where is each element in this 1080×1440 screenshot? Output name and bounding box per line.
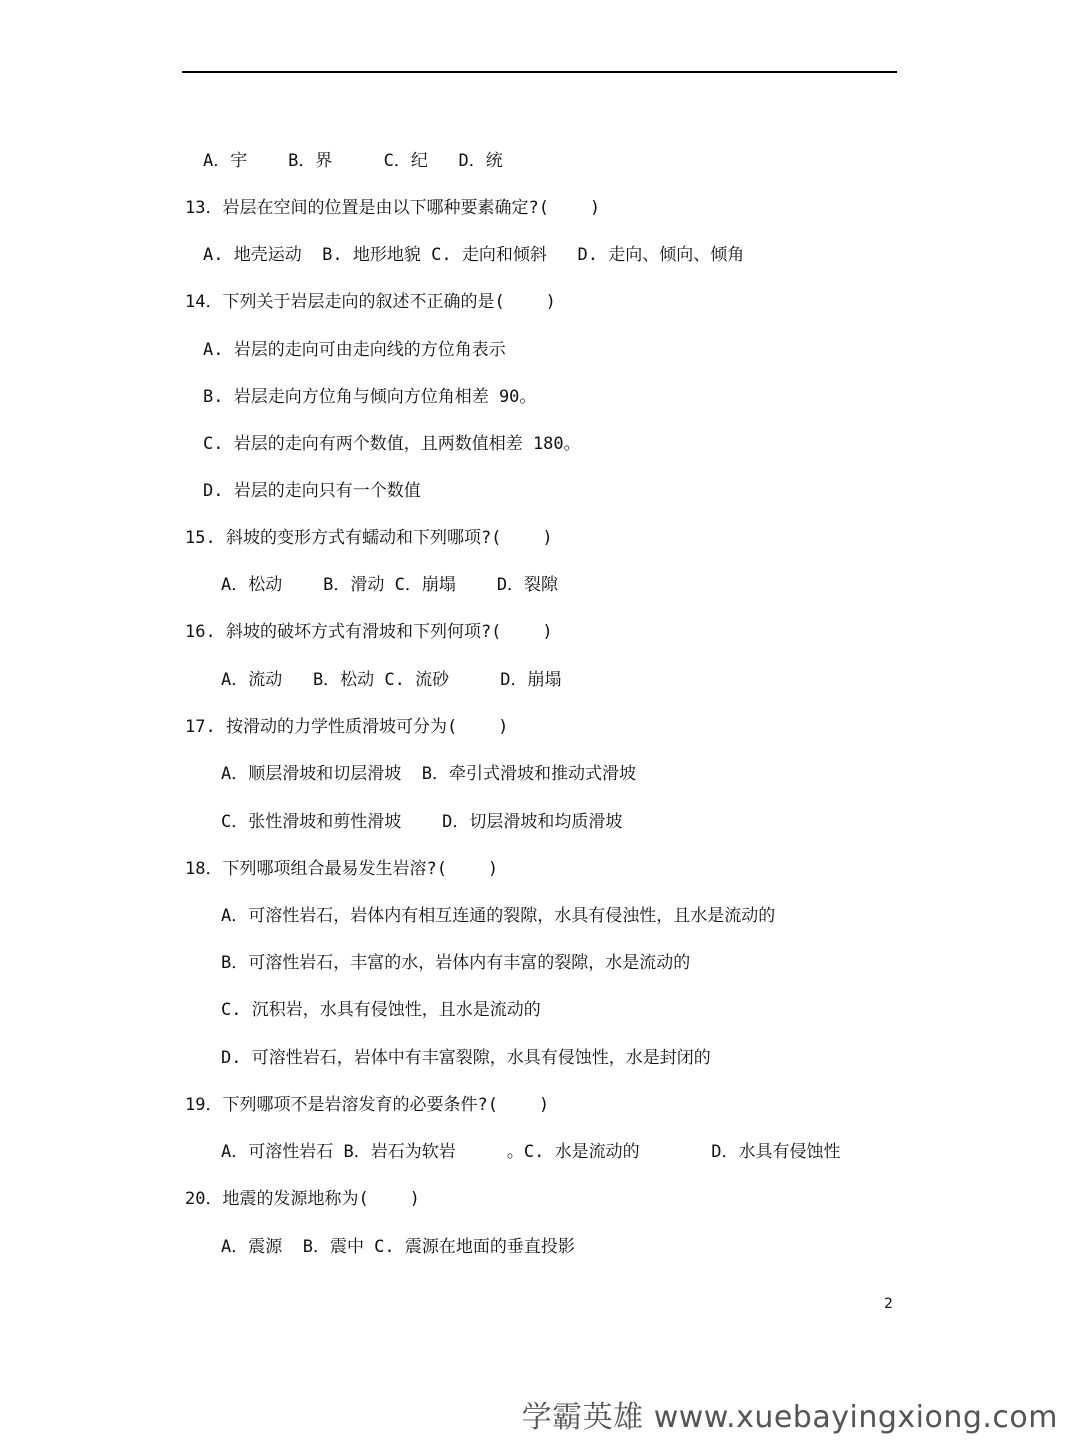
q15-options: A．松动 B．滑动 C．崩塌 D．裂隙 [221,575,559,595]
q19-options: A．可溶性岩石 B．岩石为软岩 。C. 水是流动的 D．水具有侵蚀性 [221,1142,841,1162]
q18-option-d: D. 可溶性岩石，岩体中有丰富裂隙，水具有侵蚀性，水是封闭的 [221,1048,711,1068]
q14-option-b: B. 岩层走向方位角与倾向方位角相差 90。 [203,387,537,407]
q17-question: 17. 按滑动的力学性质滑坡可分为( ) [185,717,509,737]
q17-options-ab: A．顺层滑坡和切层滑坡 B．牵引式滑坡和推动式滑坡 [221,764,636,784]
header-rule [182,71,897,73]
page-number: 2 [884,1296,893,1312]
q14-option-c: C. 岩层的走向有两个数值，且两数值相差 180。 [203,434,581,454]
q12-options: A．宇 B．界 C．纪 D．统 [203,151,503,171]
q19-question: 19．下列哪项不是岩溶发育的必要条件?( ) [185,1095,550,1115]
q20-question: 20．地震的发源地称为( ) [185,1189,420,1209]
q18-option-b: B．可溶性岩石，丰富的水，岩体内有丰富的裂隙，水是流动的 [221,953,691,973]
q18-question: 18．下列哪项组合最易发生岩溶?( ) [185,859,499,879]
q14-option-d: D. 岩层的走向只有一个数值 [203,481,421,501]
q17-options-cd: C．张性滑坡和剪性滑坡 D．切层滑坡和均质滑坡 [221,812,623,832]
q18-option-a: A．可溶性岩石，岩体内有相互连通的裂隙，水具有侵浊性，且水是流动的 [221,906,776,926]
q15-question: 15. 斜坡的变形方式有蠕动和下列哪项?( ) [185,528,553,548]
q14-option-a: A. 岩层的走向可由走向线的方位角表示 [203,340,506,360]
q14-question: 14．下列关于岩层走向的叙述不正确的是( ) [185,292,556,312]
watermark: 学霸英雄 www.xuebayingxiong.com [521,1400,1058,1435]
q13-options: A. 地壳运动 B. 地形地貌 C. 走向和倾斜 D. 走向、倾向、倾角 [203,245,745,265]
q16-question: 16. 斜坡的破坏方式有滑坡和下列何项?( ) [185,622,553,642]
q18-option-c: C. 沉积岩，水具有侵蚀性，且水是流动的 [221,1000,541,1020]
q20-options: A．震源 B．震中 C. 震源在地面的垂直投影 [221,1237,575,1257]
q16-options: A．流动 B．松动 C. 流砂 D．崩塌 [221,670,562,690]
q13-question: 13．岩层在空间的位置是由以下哪种要素确定?( ) [185,198,601,218]
